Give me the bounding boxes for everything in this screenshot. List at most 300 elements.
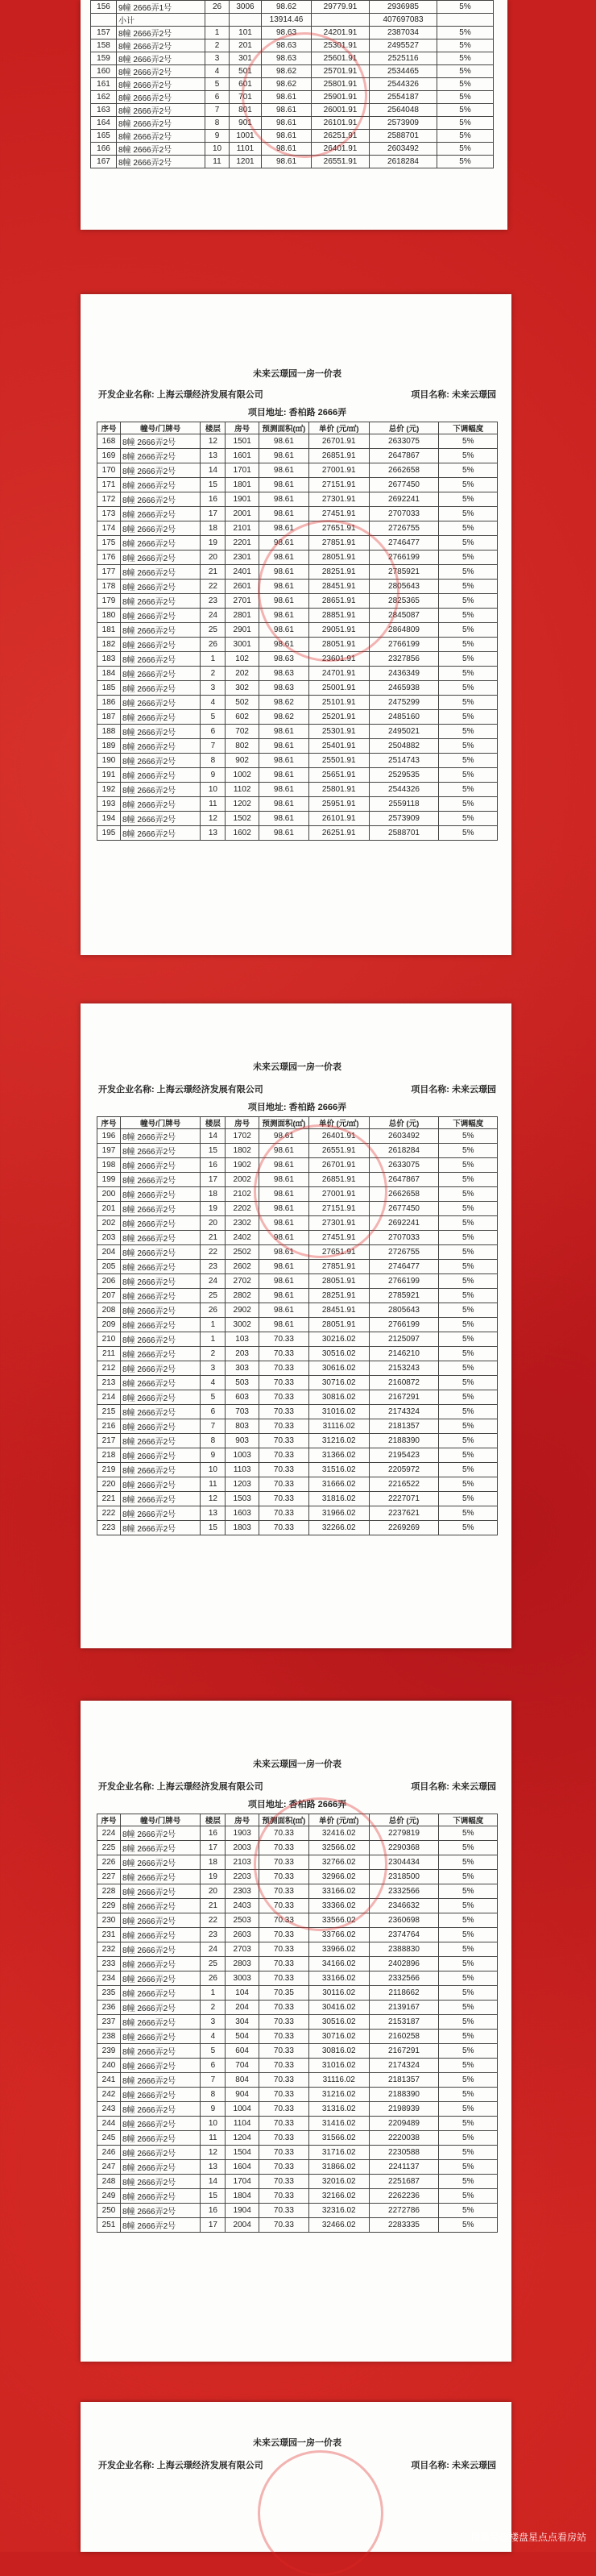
table-cell: 8幢 2666弄2号 — [120, 725, 200, 739]
table-cell: 5% — [439, 2088, 498, 2102]
table-cell: 5% — [439, 536, 498, 551]
table-cell: 176 — [97, 551, 121, 565]
table-row — [91, 156, 494, 168]
table-cell: 2603 — [226, 1928, 259, 1942]
table-cell: 98.61 — [259, 1187, 308, 1202]
table-cell: 33966.02 — [308, 1942, 369, 1957]
table-cell: 228 — [97, 1884, 121, 1899]
table-cell: 2318500 — [369, 1870, 439, 1884]
table-cell: 2001 — [226, 507, 259, 521]
address-label: 项目地址: — [247, 1800, 287, 1809]
table-row — [97, 652, 498, 667]
table-cell: 98.61 — [259, 449, 308, 463]
table-cell: 98.61 — [259, 536, 308, 551]
table-cell: 206 — [97, 1274, 121, 1289]
table-cell: 2692241 — [369, 492, 439, 507]
table-cell: 1804 — [226, 2189, 259, 2204]
table-cell: 2174324 — [369, 1405, 439, 1419]
table-cell: 70.33 — [259, 1942, 308, 1957]
table-cell: 98.61 — [262, 117, 312, 130]
table-row — [97, 2146, 498, 2160]
table-cell: 98.61 — [259, 1216, 308, 1231]
table-cell: 212 — [97, 1361, 121, 1376]
table-cell: 5% — [439, 1913, 498, 1928]
table-cell: 223 — [97, 1521, 121, 1535]
column-header: 总价 (元) — [369, 422, 439, 434]
table-cell: 11 — [205, 156, 230, 168]
table-row — [97, 1390, 498, 1405]
table-cell: 2002 — [226, 1173, 259, 1187]
table-cell: 8幢 2666弄2号 — [120, 1158, 200, 1173]
table-cell: 27851.91 — [308, 536, 369, 551]
table-cell: 177 — [97, 565, 121, 580]
table-cell: 14 — [201, 463, 226, 478]
table-cell: 26551.91 — [312, 156, 370, 168]
table-cell: 32966.02 — [308, 1870, 369, 1884]
table-cell: 5% — [439, 2102, 498, 2117]
table-cell: 178 — [97, 580, 121, 594]
table-cell: 5% — [439, 1332, 498, 1347]
table-cell: 98.62 — [262, 1, 312, 14]
table-cell: 2766199 — [369, 551, 439, 565]
table-row — [97, 768, 498, 783]
table-cell: 3002 — [226, 1318, 259, 1332]
table-cell: 98.61 — [259, 623, 308, 638]
table-cell: 31516.02 — [308, 1463, 369, 1477]
table-cell: 5% — [439, 1202, 498, 1216]
table-cell: 213 — [97, 1376, 121, 1390]
table-cell: 8幢 2666弄2号 — [120, 1144, 200, 1158]
table-cell: 2227071 — [369, 1492, 439, 1506]
table-cell: 2402896 — [369, 1957, 439, 1971]
table-cell: 2864809 — [369, 623, 439, 638]
table-cell: 236 — [97, 2001, 121, 2015]
table-cell: 70.33 — [259, 1448, 308, 1463]
table-cell: 13 — [201, 826, 226, 841]
table-cell: 1 — [201, 1986, 226, 2001]
table-cell: 3003 — [226, 1971, 259, 1986]
table-cell: 8幢 2666弄2号 — [117, 143, 205, 156]
table-cell: 32316.02 — [308, 2204, 369, 2218]
developer-name: 上海云璟经济发展有限公司 — [156, 2461, 263, 2470]
table-cell: 31016.02 — [308, 2059, 369, 2073]
table-cell: 小计 — [117, 14, 205, 27]
table-cell: 98.61 — [262, 104, 312, 117]
table-cell: 2302 — [226, 1216, 259, 1231]
table-cell: 209 — [97, 1318, 121, 1332]
table-cell: 16 — [201, 492, 226, 507]
table-cell: 3 — [201, 1361, 226, 1376]
table-cell: 17 — [201, 1173, 226, 1187]
table-cell: 2195423 — [369, 1448, 439, 1463]
table-cell: 4 — [201, 1376, 226, 1390]
table-cell: 26851.91 — [308, 449, 369, 463]
table-row — [97, 1361, 498, 1376]
table-row — [97, 1986, 498, 2001]
table-cell: 159 — [91, 52, 117, 65]
table-cell: 2303 — [226, 1884, 259, 1899]
project-label: 项目名称: — [411, 1085, 449, 1095]
table-row — [97, 551, 498, 565]
table-cell: 8幢 2666弄2号 — [120, 1913, 200, 1928]
table-cell: 2601 — [226, 580, 259, 594]
column-header: 序号 — [97, 1814, 121, 1826]
table-cell: 2901 — [226, 623, 259, 638]
table-cell: 1104 — [226, 2117, 259, 2131]
table-cell: 12 — [201, 812, 226, 826]
table-cell: 182 — [97, 638, 121, 652]
column-header: 单价 (元/㎡) — [308, 1814, 369, 1826]
table-cell: 173 — [97, 507, 121, 521]
table-cell: 5% — [439, 1173, 498, 1187]
table-cell: 8幢 2666弄2号 — [120, 696, 200, 710]
table-cell: 249 — [97, 2189, 121, 2204]
table-cell: 10 — [201, 2117, 226, 2131]
table-cell: 11 — [201, 1477, 226, 1492]
table-cell: 5% — [439, 565, 498, 580]
table-cell: 204 — [97, 1245, 121, 1260]
table-row — [97, 826, 498, 841]
table-row — [97, 1884, 498, 1899]
table-cell: 5% — [439, 463, 498, 478]
table-cell: 2564048 — [370, 104, 437, 117]
table-row — [91, 78, 494, 91]
table-cell: 197 — [97, 1144, 121, 1158]
table-cell: 10 — [201, 783, 226, 797]
table-cell: 2174324 — [369, 2059, 439, 2073]
table-cell: 5% — [437, 130, 494, 143]
address-value: 香柏路 2666弄 — [288, 1800, 347, 1809]
table-cell: 304 — [226, 2015, 259, 2030]
price-table — [97, 1814, 498, 2233]
table-cell: 98.63 — [262, 39, 312, 52]
price-sheet-page-5 — [81, 2402, 511, 2552]
table-cell: 703 — [226, 1405, 259, 1419]
table-cell: 8幢 2666弄2号 — [120, 1506, 200, 1521]
table-cell: 15 — [201, 1144, 226, 1158]
table-cell: 5% — [439, 507, 498, 521]
table-cell: 246 — [97, 2146, 121, 2160]
table-cell: 70.33 — [259, 1841, 308, 1855]
table-row — [97, 2030, 498, 2044]
developer-row — [97, 1082, 498, 1095]
table-cell: 8幢 2666弄2号 — [120, 754, 200, 768]
table-cell: 5% — [439, 826, 498, 841]
table-cell: 2602 — [226, 1260, 259, 1274]
table-cell: 25 — [201, 1289, 226, 1303]
table-cell: 187 — [97, 710, 121, 725]
column-header: 楼层 — [201, 1117, 226, 1129]
table-cell: 1702 — [226, 1129, 259, 1144]
table-cell: 2153187 — [369, 2015, 439, 2030]
table-cell: 5% — [439, 652, 498, 667]
table-cell: 603 — [226, 1390, 259, 1405]
price-table — [97, 1116, 498, 1535]
table-cell: 26 — [205, 1, 230, 14]
table-cell: 2004 — [226, 2218, 259, 2233]
table-cell: 8幢 2666弄2号 — [120, 1986, 200, 2001]
table-cell: 251 — [97, 2218, 121, 2233]
table-cell: 8幢 2666弄2号 — [120, 2117, 200, 2131]
table-cell: 2902 — [226, 1303, 259, 1318]
table-cell: 8幢 2666弄2号 — [120, 2088, 200, 2102]
table-cell: 70.33 — [259, 2204, 308, 2218]
table-row — [97, 1158, 498, 1173]
table-row — [91, 14, 494, 27]
table-cell: 2544326 — [370, 78, 437, 91]
table-cell: 1001 — [230, 130, 262, 143]
table-cell: 2203 — [226, 1870, 259, 1884]
document-title: 未来云璟园一房一价表 — [253, 1062, 341, 1072]
developer-row — [97, 2458, 498, 2471]
table-cell: 70.33 — [259, 1826, 308, 1841]
table-cell: 2198939 — [369, 2102, 439, 2117]
table-cell: 2146210 — [369, 1347, 439, 1361]
table-cell: 16 — [201, 1158, 226, 1173]
table-cell: 70.33 — [259, 1899, 308, 1913]
table-cell: 1504 — [226, 2146, 259, 2160]
table-cell: 8幢 2666弄2号 — [120, 739, 200, 754]
table-cell: 5% — [439, 492, 498, 507]
table-cell: 27651.91 — [308, 521, 369, 536]
table-cell: 8幢 2666弄2号 — [120, 1361, 200, 1376]
table-row — [97, 1463, 498, 1477]
table-cell: 165 — [91, 130, 117, 143]
table-cell: 5% — [439, 638, 498, 652]
table-cell: 28051.91 — [308, 1274, 369, 1289]
table-cell: 8幢 2666弄2号 — [120, 1957, 200, 1971]
table-cell: 1604 — [226, 2160, 259, 2175]
table-row — [97, 1826, 498, 1841]
table-cell: 7 — [201, 739, 226, 754]
table-cell: 30716.02 — [308, 1376, 369, 1390]
table-cell: 1901 — [226, 492, 259, 507]
table-cell: 12 — [201, 434, 226, 449]
table-cell: 2374764 — [369, 1928, 439, 1942]
table-row — [97, 565, 498, 580]
table-cell: 16 — [201, 2204, 226, 2218]
table-cell: 32416.02 — [308, 1826, 369, 1841]
table-cell: 32566.02 — [308, 1841, 369, 1855]
table-row — [97, 1419, 498, 1434]
table-row — [97, 812, 498, 826]
table-cell: 2845087 — [369, 609, 439, 623]
table-cell: 8幢 2666弄2号 — [120, 1477, 200, 1492]
table-cell: 17 — [201, 507, 226, 521]
table-row — [91, 39, 494, 52]
table-cell: 33766.02 — [308, 1928, 369, 1942]
table-row — [97, 1129, 498, 1144]
table-cell: 9 — [205, 130, 230, 143]
table-cell: 32766.02 — [308, 1855, 369, 1870]
table-cell: 5% — [437, 65, 494, 78]
table-cell: 28051.91 — [308, 551, 369, 565]
table-row — [97, 1855, 498, 1870]
table-row — [97, 1260, 498, 1274]
table-row — [97, 2044, 498, 2059]
table-cell: 10 — [201, 1463, 226, 1477]
table-row — [97, 449, 498, 463]
table-cell: 33166.02 — [308, 1971, 369, 1986]
table-cell: 98.61 — [262, 143, 312, 156]
table-cell: 8幢 2666弄2号 — [120, 1274, 200, 1289]
table-row — [97, 1405, 498, 1419]
table-cell: 8幢 2666弄2号 — [117, 104, 205, 117]
table-row — [97, 1318, 498, 1332]
table-cell: 2209489 — [369, 2117, 439, 2131]
table-row — [91, 143, 494, 156]
table-cell: 102 — [226, 652, 259, 667]
table-cell: 13 — [201, 449, 226, 463]
table-cell: 8幢 2666弄2号 — [120, 449, 200, 463]
table-row — [97, 1434, 498, 1448]
table-cell: 235 — [97, 1986, 121, 2001]
table-cell: 8幢 2666弄2号 — [120, 1332, 200, 1347]
table-cell: 32266.02 — [308, 1521, 369, 1535]
table-cell: 5% — [439, 1303, 498, 1318]
table-cell: 70.33 — [259, 2044, 308, 2059]
price-sheet-page-2 — [81, 294, 511, 955]
table-cell: 33566.02 — [308, 1913, 369, 1928]
table-cell: 186 — [97, 696, 121, 710]
table-cell: 5% — [439, 797, 498, 812]
table-row — [97, 2131, 498, 2146]
table-row — [97, 1841, 498, 1855]
table-row — [97, 1477, 498, 1492]
table-cell: 198 — [97, 1158, 121, 1173]
table-row — [97, 667, 498, 681]
table-cell: 2167291 — [369, 2044, 439, 2059]
table-row — [97, 536, 498, 551]
table-cell: 250 — [97, 2204, 121, 2218]
table-cell: 98.62 — [259, 710, 308, 725]
table-cell: 207 — [97, 1289, 121, 1303]
table-row — [97, 507, 498, 521]
table-cell: 70.33 — [259, 1390, 308, 1405]
table-row — [97, 2204, 498, 2218]
table-cell: 2544326 — [369, 783, 439, 797]
table-cell: 2662658 — [369, 463, 439, 478]
table-cell: 2181357 — [369, 2073, 439, 2088]
table-row — [97, 1144, 498, 1158]
table-cell: 98.61 — [259, 1260, 308, 1274]
table-cell: 8幢 2666弄2号 — [120, 652, 200, 667]
table-row — [97, 609, 498, 623]
table-cell: 8幢 2666弄2号 — [117, 156, 205, 168]
table-cell: 1802 — [226, 1144, 259, 1158]
table-cell: 8幢 2666弄2号 — [120, 434, 200, 449]
table-cell: 169 — [97, 449, 121, 463]
table-cell: 1602 — [226, 826, 259, 841]
table-cell: 8幢 2666弄2号 — [120, 2204, 200, 2218]
table-cell: 8幢 2666弄2号 — [120, 1841, 200, 1855]
table-cell: 8幢 2666弄2号 — [120, 2073, 200, 2088]
table-cell: 70.33 — [259, 1419, 308, 1434]
table-cell: 5% — [439, 1274, 498, 1289]
table-row — [97, 1448, 498, 1463]
address-value: 香柏路 2666弄 — [288, 1103, 347, 1112]
table-cell: 8幢 2666弄2号 — [120, 2001, 200, 2015]
table-cell: 7 — [201, 2073, 226, 2088]
developer-row — [97, 388, 498, 401]
table-cell: 70.33 — [259, 1332, 308, 1347]
table-cell: 27451.91 — [308, 507, 369, 521]
table-cell: 2803 — [226, 1957, 259, 1971]
table-cell: 2936985 — [370, 1, 437, 14]
table-cell: 230 — [97, 1913, 121, 1928]
table-cell: 70.33 — [259, 2131, 308, 2146]
table-cell: 28251.91 — [308, 565, 369, 580]
table-cell: 5% — [439, 1289, 498, 1303]
table-cell: 70.33 — [259, 1928, 308, 1942]
table-cell: 6 — [205, 91, 230, 104]
table-cell: 211 — [97, 1347, 121, 1361]
table-cell: 70.33 — [259, 1913, 308, 1928]
table-cell: 5% — [439, 2131, 498, 2146]
table-cell: 215 — [97, 1405, 121, 1419]
price-table — [97, 422, 498, 841]
table-cell: 8幢 2666弄2号 — [120, 1448, 200, 1463]
table-cell: 5% — [439, 1390, 498, 1405]
table-cell: 2746477 — [369, 1260, 439, 1274]
table-cell: 166 — [91, 143, 117, 156]
table-cell: 13 — [201, 2160, 226, 2175]
table-cell: 5% — [439, 754, 498, 768]
table-cell: 70.33 — [259, 1506, 308, 1521]
table-cell: 70.33 — [259, 2030, 308, 2044]
table-row — [97, 710, 498, 725]
table-cell: 2241137 — [369, 2160, 439, 2175]
table-cell: 5% — [439, 1434, 498, 1448]
table-cell: 31366.02 — [308, 1448, 369, 1463]
table-cell: 8幢 2666弄2号 — [117, 117, 205, 130]
table-cell: 31216.02 — [308, 2088, 369, 2102]
table-cell: 2 — [201, 667, 226, 681]
table-cell: 5% — [439, 1942, 498, 1957]
table-cell: 1 — [201, 1318, 226, 1332]
table-row — [91, 65, 494, 78]
table-cell: 29051.91 — [308, 623, 369, 638]
table-cell: 1204 — [226, 2131, 259, 2146]
table-cell: 24201.91 — [312, 27, 370, 39]
table-cell: 5% — [439, 1129, 498, 1144]
table-cell: 3 — [205, 52, 230, 65]
table-cell: 2525116 — [370, 52, 437, 65]
table-cell: 2387034 — [370, 27, 437, 39]
table-cell: 5% — [439, 434, 498, 449]
table-cell — [312, 14, 370, 27]
table-cell: 4 — [205, 65, 230, 78]
table-cell: 2514743 — [369, 754, 439, 768]
table-cell: 174 — [97, 521, 121, 536]
table-cell: 8幢 2666弄2号 — [120, 710, 200, 725]
table-cell: 26851.91 — [308, 1173, 369, 1187]
column-header: 房号 — [226, 422, 259, 434]
table-cell: 98.61 — [259, 638, 308, 652]
table-cell: 5% — [439, 1158, 498, 1173]
table-cell: 179 — [97, 594, 121, 609]
table-cell: 8幢 2666弄2号 — [120, 1173, 200, 1187]
project-name: 未来云璟园 — [452, 390, 496, 400]
table-cell: 2230588 — [369, 2146, 439, 2160]
table-cell: 23 — [201, 1928, 226, 1942]
table-cell: 193 — [97, 797, 121, 812]
table-cell: 2125097 — [369, 1332, 439, 1347]
table-cell: 904 — [226, 2088, 259, 2102]
table-cell: 12 — [201, 2146, 226, 2160]
table-cell: 25701.91 — [312, 65, 370, 78]
table-cell: 2181357 — [369, 1419, 439, 1434]
